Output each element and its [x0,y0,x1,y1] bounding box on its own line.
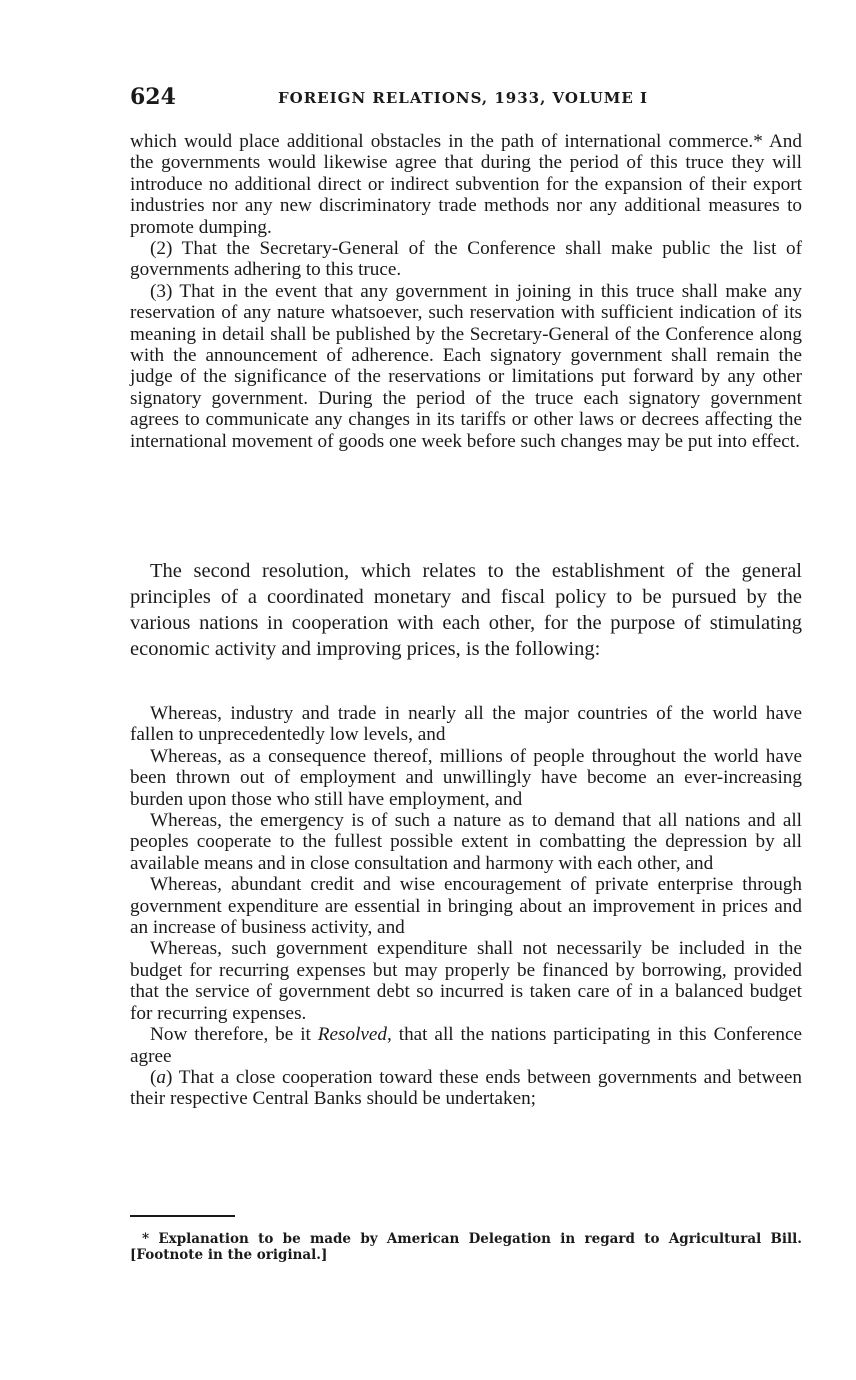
running-head [130,84,802,114]
footnote-divider [130,1215,235,1217]
resolved-suffix: , that all the nations participating in this Conference agree [130,1024,802,1067]
footnote-line [130,1231,802,1263]
intro-paragraph: The second resolution, which relates to the establishment of the general principles of a coordinated monetary and fiscal policy to be pursued by the various nations in cooperation with each other, for the purpose of stimulating economic activity and improving prices, is the following: [130,560,802,660]
whereas-clause-4: Whereas, abundant credit and wise encouragement of private enterprise through government expenditure are essential in bringing about an improvement in prices and an increase of business activity, and [130,874,802,939]
resolved-prefix: Now therefore, be it [150,1024,318,1046]
truce-item-3: (3) That in the event that any government in joining in this truce shall make any reservation of any nature whatsoever, such reservation with sufficient indication of its meaning in detail shall be published by the Secretary-General of the Conference along with the announcement of adherence. Each signatory government shall remain the judge of the significance of the reservations or limitations put forward by any other signatory government. During the period of the truce each signatory government agrees to communicate any changes in its tariffs or other laws or decrees affecting the international movement of goods one week before such changes may be put into effect. [130,280,802,452]
page-number: 624 [130,84,176,110]
footnote-text: Explanation to be made by American Delegation in regard to Agricultural Bill. [Footnote in the original.] [130,1231,802,1263]
continuation-paragraph: which would place additional obstacles in the path of international commerce.* And the governments would likewise agree that during the period of this truce they will introduce no additional direct or indirect subvention for the expansion of their export industries nor any new discriminatory trade methods nor any additional measures to promote dumping. [130,131,802,238]
resolved-emphasis: Resolved [317,1024,388,1046]
running-head-title: FOREIGN RELATIONS, 1933, VOLUME I [278,89,649,107]
clause-a: (a) That a close cooperation toward these ends between governments and between their respective Central Banks should be undertaken; [130,1066,802,1110]
second-resolution-intro [130,558,802,662]
footnote-marker: * [142,1231,150,1247]
whereas-clause-5: Whereas, such government expenditure shall not necessarily be included in the budget for recurring expenses but may properly be financed by borrowing, provided that the service of government debt so incurred is taken care of in a balanced budget for recurring expenses. [130,938,802,1024]
clause-a-letter: a [156,1066,166,1088]
whereas-clause-2: Whereas, as a consequence thereof, millions of people throughout the world have been thrown out of employment and unwillingly have become an ever-increasing burden upon those who still have employment, and [130,745,802,810]
truce-terms-block [130,131,802,452]
footnote [130,1231,802,1263]
whereas-clause-1: Whereas, industry and trade in nearly all the major countries of the world have fallen to unprecedentedly low levels, and [130,703,802,746]
resolved-paragraph [130,1024,802,1067]
whereas-clause-3: Whereas, the emergency is of such a nature as to demand that all nations and all peoples cooperate to the fullest possible extent in combatting the depression by all available means and in close consultation and harmony with each other, and [130,810,802,874]
truce-item-2: (2) That the Secretary-General of the Conference shall make public the list of governments adhering to this truce. [130,238,802,281]
resolution-text-block [130,703,802,1110]
clause-a-text: That a close cooperation toward these ends between governments and between their respective Central Banks should be undertaken; [130,1066,802,1110]
